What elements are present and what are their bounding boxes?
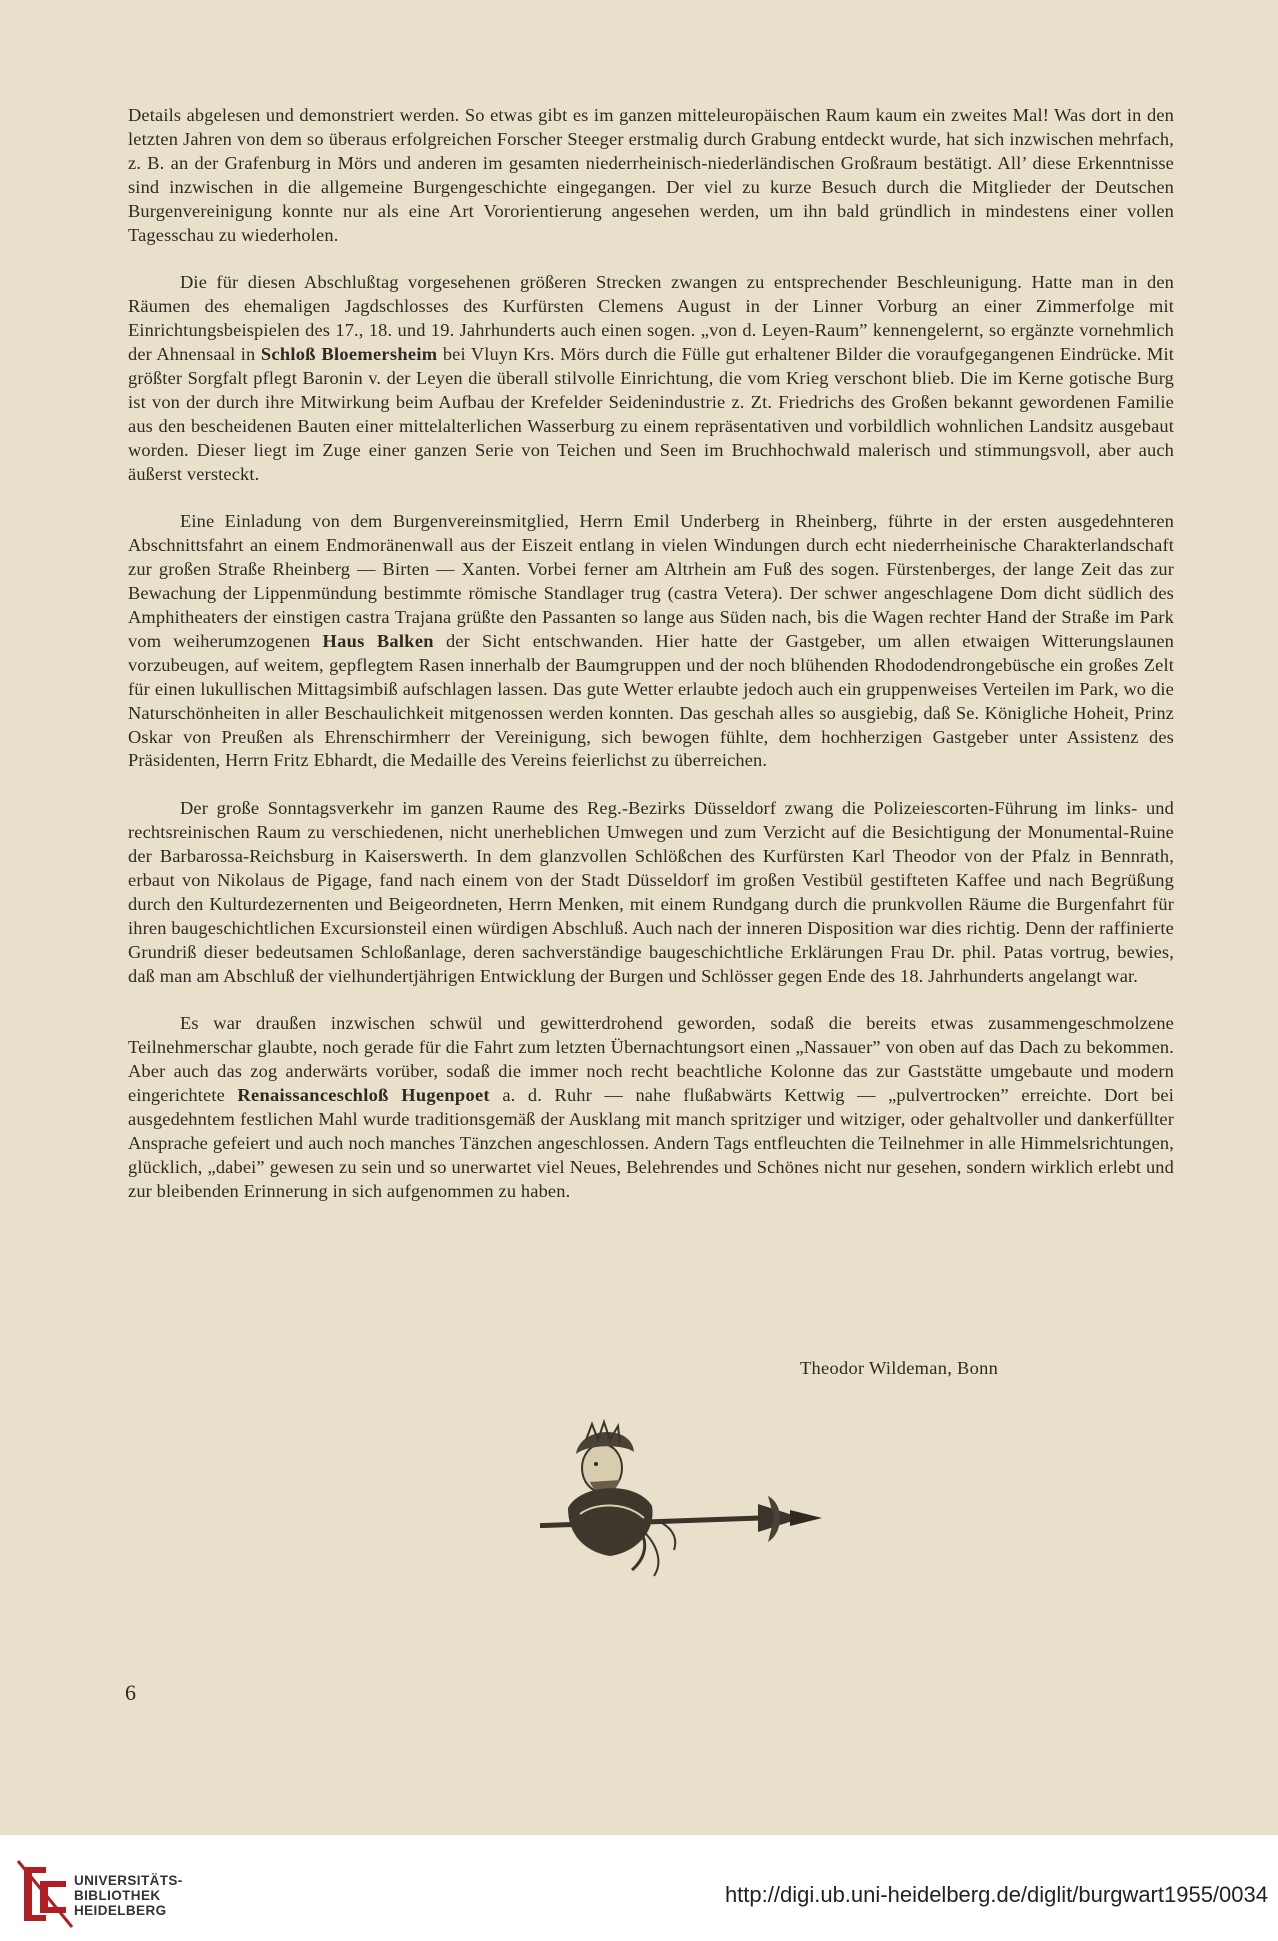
- paragraph-text: Die für diesen Abschlußtag vorgesehenen größeren Strecken zwangen zu entsprechender Beschleunigung. Hatte man in den Räumen des ehemaligen Jagdschlosses des Kurfürsten Clemens August in der Linner Vorburg an einer Zimmerfolge mit Einrichtungsbeispielen des 17., 18. und 19. Jahrhunderts auch einen sogen. „von d. Leyen-Raum” kennengelernt, so ergänzte vornehmlich der Ahnensaal in: [128, 272, 1174, 365]
- paragraph-text: bei Vluyn Krs. Mörs durch die Fülle gut erhaltener Bilder die voraufgegangenen Eindrücke. Mit größter Sorgfalt pflegt Baronin v. der Leyen die überall stilvolle Einrichtung, die vom Krieg verschont blieb. Die im Kerne gotische Burg ist von der durch ihre Mitwirkung beim Aufbau der Krefelder Seidenindustrie z. Zt. Friedrichs des Großen bekannt gewordenen Familie aus den bescheidenen Bauten einer mittelalterlichen Wasserburg zu einem repräsentativen und vorbildlich wohnlichen Landsitz ausgebaut worden. Dieser liegt im Zuge einer ganzen Serie von Teichen und Seen im Bruchhochwald malerisch und stimmungsvoll, aber auch äußerst versteckt.: [128, 344, 1174, 484]
- paragraph-2: [128, 271, 1174, 486]
- paragraph-1: [128, 104, 1174, 247]
- library-name-line-1: UNIVERSITÄTS-: [74, 1873, 183, 1888]
- paragraph-text: Eine Einladung von dem Burgenvereinsmitglied, Herrn Emil Underberg in Rheinberg, führte in der ersten ausgedehnteren Abschnittsfahrt an einem Endmoränenwall aus der Eiszeit entlang in vielen Windungen durch echt niederrheinische Charakterlandschaft zur großen Straße Rheinberg — Birten — Xanten. Vorbei ferner am Altrhein am Fuß des sogen. Fürstenberges, der lange Zeit das zur Bewachung der Lippenmündung bestimmte römische Standlager trug (castra Vetera). Der schwer angeschlagene Dom dicht südlich des Amphitheaters der einstigen castra Trajana grüßte den Passanten so lange aus Süden nach, bis die Wagen rechter Hand der Straße im Park vom weiherumzogenen: [128, 511, 1174, 651]
- paragraph-text: der Sicht entschwanden. Hier hatte der Gastgeber, um allen etwaigen Witterungslaunen vorzubeugen, auf weitem, gepflegtem Rasen innerhalb der Baumgruppen und der noch blühenden Rhododendrongebüsche ein großes Zelt für einen lukullischen Mittagsimbiß aufschlagen lassen. Das gute Wetter erlaubte jedoch auch ein gruppenweises Verteilen im Park, wo die Naturschönheiten in aller Beschaulichkeit mitgenossen werden konnten. Das geschah alles so ausgiebig, daß Se. Königliche Hoheit, Prinz Oskar von Preußen als Ehrenschirmherr der Vereinigung, sich bewogen fühlte, dem hochherzigen Gastgeber unter Assistenz des Präsidenten, Herrn Fritz Ebhardt, die Medaille des Vereins feierlichst zu überreichen.: [128, 630, 1174, 771]
- library-logo-icon[interactable]: [16, 1859, 74, 1929]
- paragraph-3: [128, 510, 1174, 773]
- herald-with-halberd-vignette-icon: [540, 1418, 830, 1578]
- paragraph-5: [128, 1012, 1174, 1203]
- highlighted-place-name: Schloß Bloemersheim: [260, 344, 438, 365]
- source-url-link[interactable]: http://digi.ub.uni-heidelberg.de/diglit/burgwart1955/0034: [724, 1882, 1268, 1907]
- digitization-footer: [0, 1835, 1278, 1941]
- article-body: [128, 104, 1174, 1228]
- author-signature: Theodor Wildeman, Bonn: [800, 1358, 999, 1378]
- library-name: [74, 1873, 183, 1918]
- paragraph-text: Details abgelesen und demonstriert werden. So etwas gibt es im ganzen mitteleuropäischen Raum kaum ein zweites Mal! Was dort in den letzten Jahren von dem so überaus erfolgreichen Forscher Steeger erstmalig durch Grabung entdeckt wurde, hat sich inzwischen mehrfach, z. B. an der Grafenburg in Mörs und anderen im gesamten niederrheinisch-niederländischen Großraum bestätigt. All’ diese Erkenntnisse sind inzwischen in die allgemeine Burgengeschichte eingegangen. Der viel zu kurze Besuch durch die Mitglieder der Deutschen Burgenvereinigung konnte nur als eine Art Vororientierung angesehen werden, um ihn bald gründlich in mindestens einer vollen Tagesschau zu wiederholen.: [128, 105, 1174, 245]
- library-name-line-2: BIBLIOTHEK: [74, 1888, 161, 1903]
- paragraph-text: Der große Sonntagsverkehr im ganzen Raume des Reg.-Bezirks Düsseldorf zwang die Polizeiescorten-Führung im links- und rechtsreinischen Raum zu verschiedenen, nicht unerheblichen Umwegen und zum Verzicht auf die Besichtigung der Monumental-Ruine der Barbarossa-Reichsburg in Kaiserswerth. In dem glanzvollen Schlößchen des Kurfürsten Karl Theodor von der Pfalz in Bennrath, erbaut von Nikolaus de Pigage, fand nach einem von der Stadt Düsseldorf im großen Vestibül gestifteten Kaffee und nach Begrüßung durch den Kulturdezernenten und Beigeordneten, Herrn Menken, mit einem Rundgang durch die prunkvollen Räume die Burgenfahrt für ihren baugeschichtlichen Excursionsteil einen würdigen Abschluß. Auch nach der inneren Disposition war dies richtig. Denn der raffinierte Grundriß dieser bedeutsamen Schloßanlage, deren sachverständige baugeschichtliche Erklärungen Frau Dr. phil. Patas vortrug, bewies, daß man am Abschluß der vielhundertjährigen Entwicklung der Burgen und Schlösser gegen Ende des 18. Jahrhunderts angelangt war.: [128, 798, 1174, 986]
- library-name-line-3: HEIDELBERG: [74, 1903, 167, 1918]
- highlighted-place-name: Renaissanceschloß Hugenpoet: [237, 1085, 490, 1106]
- paragraph-text: a. d. Ruhr — nahe flußabwärts Kettwig — „pulvertrocken” erreichte. Dort bei ausgedehntem festlichen Mahl wurde traditionsgemäß der Ausklang mit manch spritziger und witziger, oder gehaltvoller und dankerfüllter Ansprache gefeiert und auch noch manches Tänzchen angeschlossen. Andern Tags entfleuchten die Teilnehmer in alle Himmelsrichtungen, glücklich, „dabei” gewesen zu sein und so unerwartet viel Neues, Belehrendes und Schönes nicht nur gesehen, sondern wirklich erlebt und zur bleibenden Erinnerung in sich aufgenommen zu haben.: [128, 1085, 1174, 1201]
- paragraph-text: Es war draußen inzwischen schwül und gewitterdrohend geworden, sodaß die bereits etwas zusammengeschmolzene Teilnehmerschar glaubte, noch gerade für die Fahrt zum letzten Übernachtungsort einen „Nassauer” von oben auf das Dach zu bekommen. Aber auch das zog anderwärts vorüber, sodaß die immer noch recht beachtliche Kolonne das zur Gaststätte umgebaute und modern eingerichtete: [128, 1013, 1174, 1106]
- paragraph-4: [128, 797, 1174, 988]
- page-number: 6: [125, 1680, 136, 1705]
- highlighted-place-name: Haus Balken: [322, 630, 434, 651]
